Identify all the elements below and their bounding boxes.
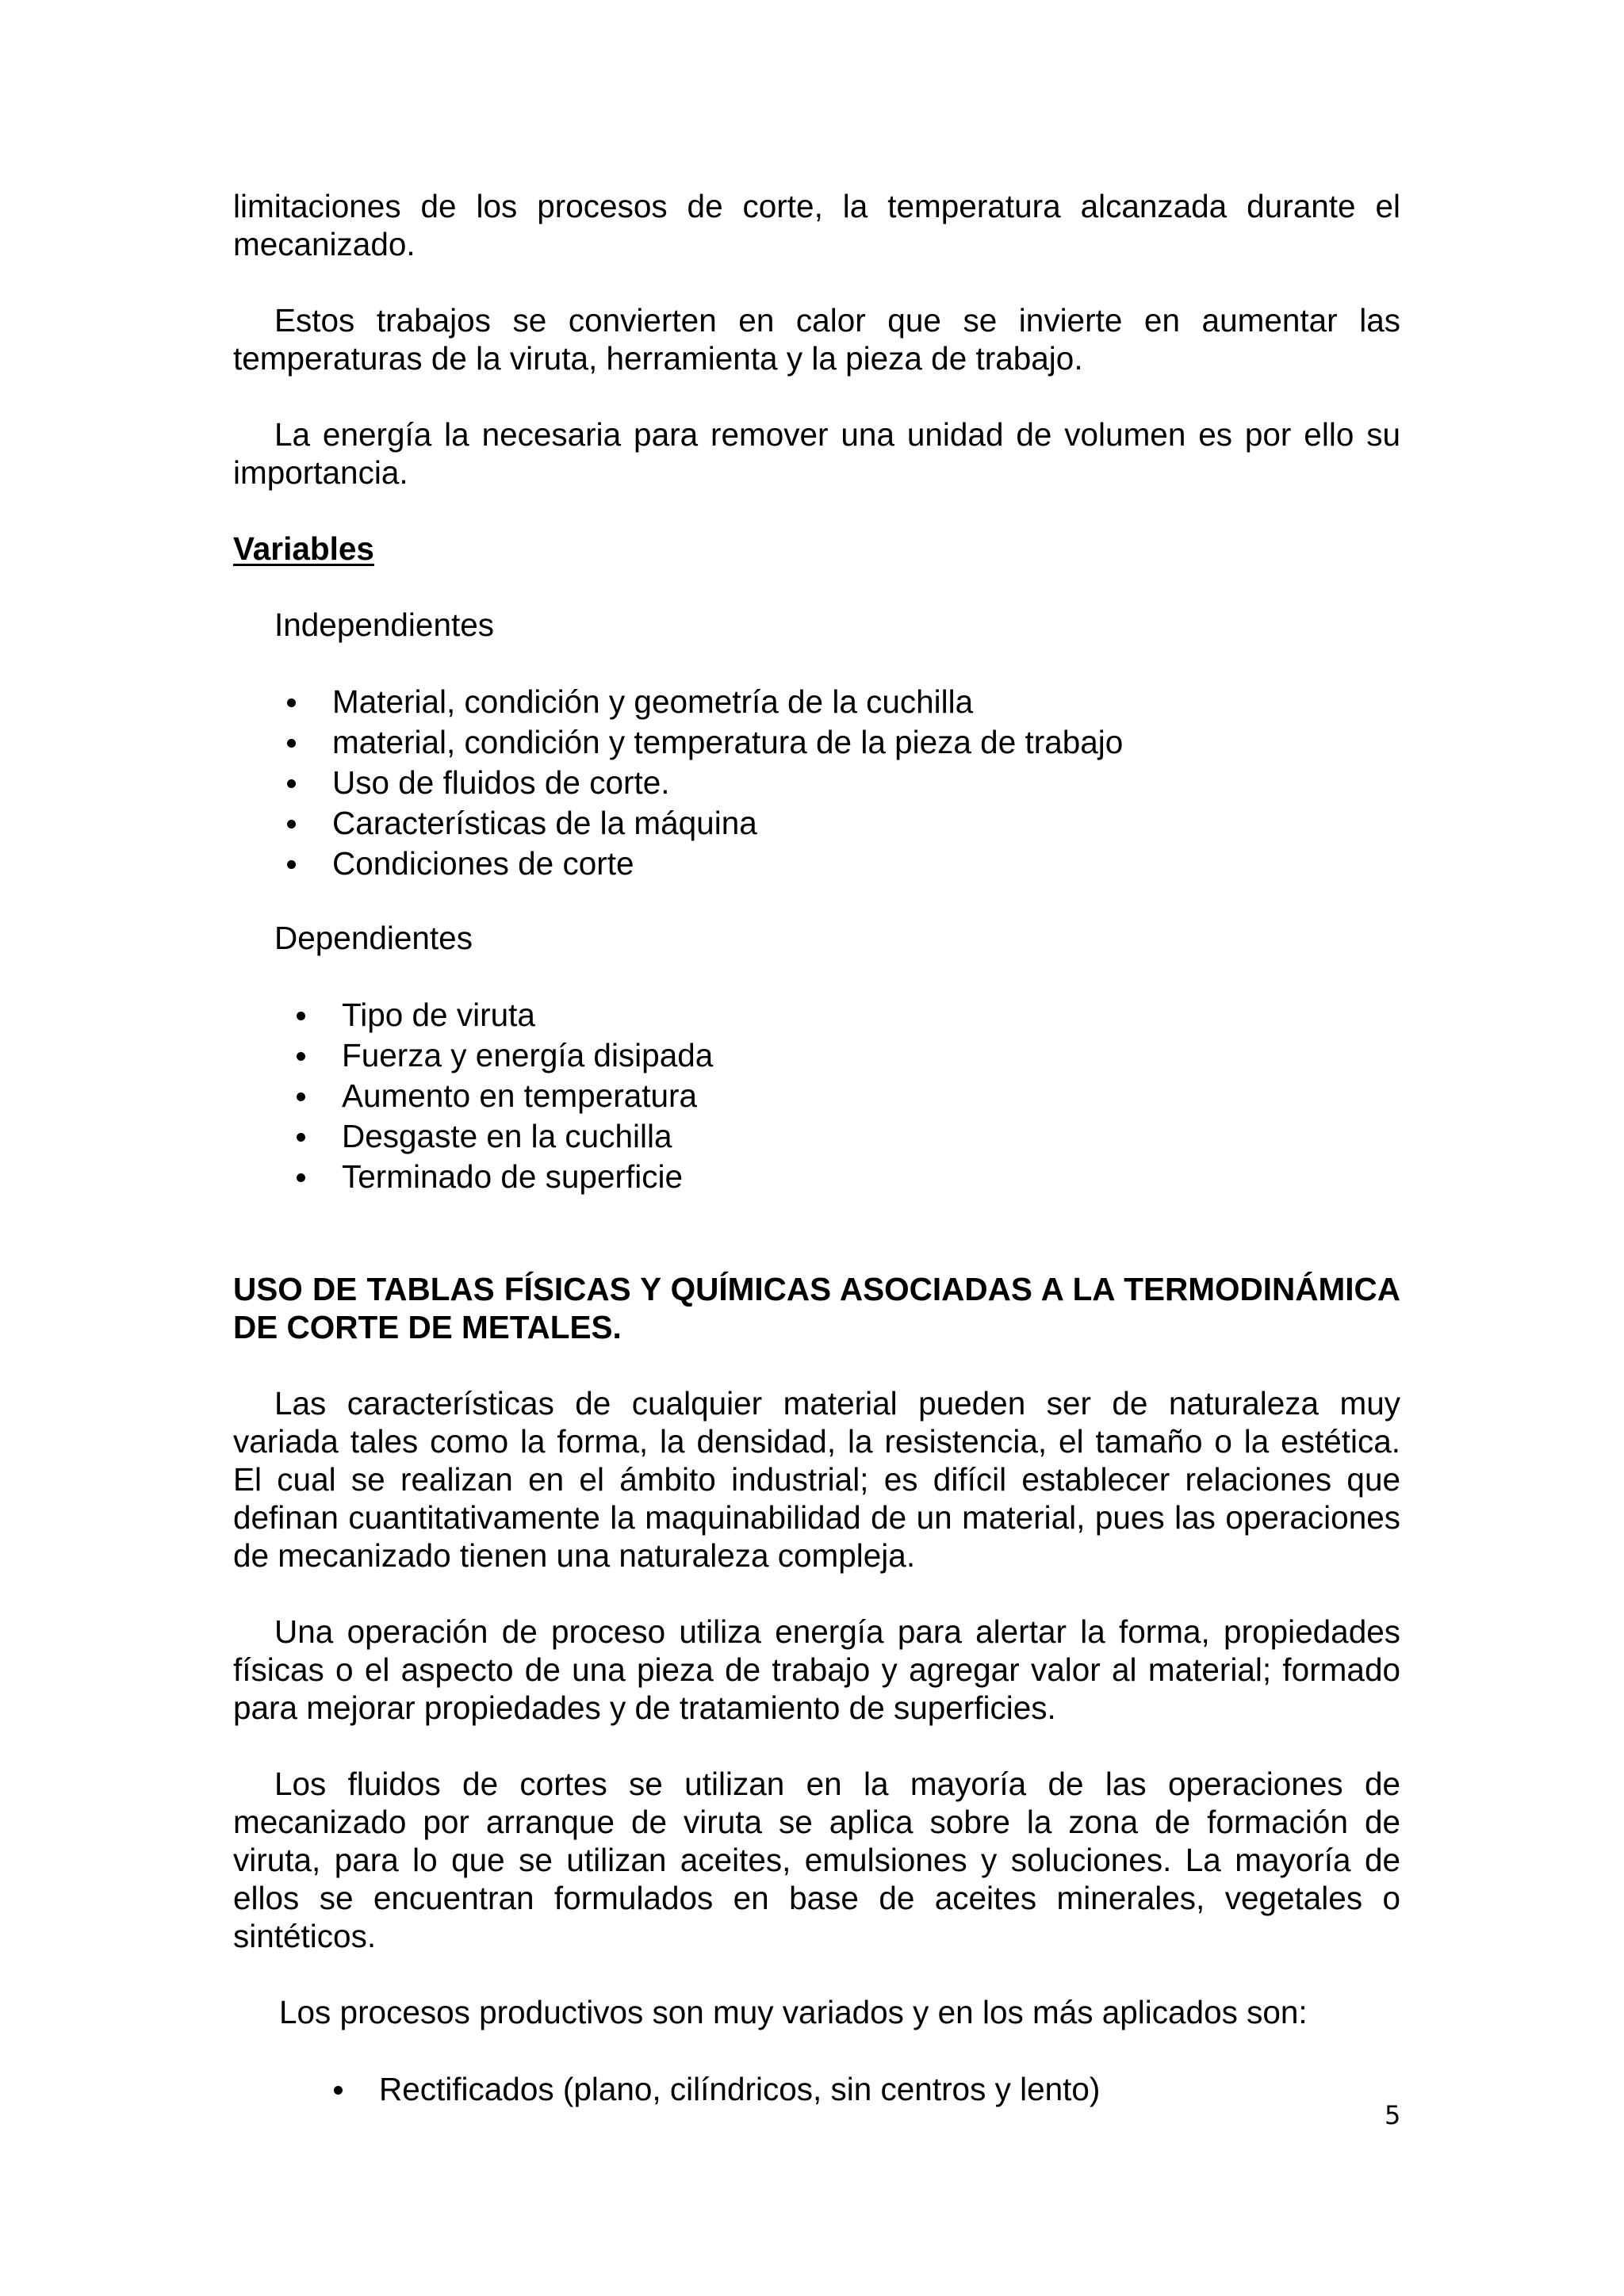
variables-heading-text: Variables xyxy=(233,530,374,567)
list-item: Desgaste en la cuchilla xyxy=(233,1116,1400,1157)
list-item: Material, condición y geometría de la cuchilla xyxy=(233,682,1400,722)
paragraph-procesos: Los procesos productivos son muy variados y en los más aplicados son: xyxy=(279,1994,1308,2030)
paragraph-caracteristicas: Las características de cualquier material pueden ser de naturaleza muy variada tales como la forma, la densidad, la resistencia, el tamaño o la estética. El cual se realizan en el ámbito industrial; es difícil establecer relaciones que definan cuantitativamente la maquinabilidad de un material, pues las operaciones de mecanizado tienen una naturaleza compleja. xyxy=(233,1385,1400,1574)
document-page xyxy=(233,187,1400,2110)
dependientes-label: Dependientes xyxy=(274,920,473,956)
list-item: Rectificados (plano, cilíndricos, sin centros y lento) xyxy=(233,2069,1400,2110)
procesos-list xyxy=(233,2069,1400,2110)
dependientes-list xyxy=(233,995,1400,1197)
list-item: Fuerza y energía disipada xyxy=(233,1035,1400,1076)
list-item: Condiciones de corte xyxy=(233,844,1400,884)
list-item: Terminado de superficie xyxy=(233,1157,1400,1197)
paragraph-limitaciones: limitaciones de los procesos de corte, la temperatura alcanzada durante el mecanizado. xyxy=(233,188,1400,262)
section-heading: USO DE TABLAS FÍSICAS Y QUÍMICAS ASOCIADAS A LA TERMODINÁMICA DE CORTE DE METALES. xyxy=(233,1271,1400,1345)
paragraph-fluidos: Los fluidos de cortes se utilizan en la mayoría de las operaciones de mecanizado por arranque de viruta se aplica sobre la zona de formación de viruta, para lo que se utilizan aceites, emulsiones y soluciones. La mayoría de ellos se encuentran formulados en base de aceites minerales, vegetales o sintéticos. xyxy=(233,1766,1400,1954)
paragraph-energia: La energía la necesaria para remover una unidad de volumen es por ello su importancia. xyxy=(233,416,1400,491)
paragraph-operacion: Una operación de proceso utiliza energía para alertar la forma, propiedades físicas o el aspecto de una pieza de trabajo y agregar valor al material; formado para mejorar propiedades y de tratamiento de superficies. xyxy=(233,1613,1400,1726)
variables-heading xyxy=(233,530,1400,568)
independientes-label: Independientes xyxy=(274,607,494,643)
paragraph-estos-trabajos: Estos trabajos se convierten en calor que se invierte en aumentar las temperaturas de la viruta, herramienta y la pieza de trabajo. xyxy=(233,302,1400,377)
list-item: Tipo de viruta xyxy=(233,995,1400,1035)
list-item: Aumento en temperatura xyxy=(233,1076,1400,1116)
page-number: 5 xyxy=(1385,2100,1401,2130)
list-item: Características de la máquina xyxy=(233,803,1400,844)
list-item: Uso de fluidos de corte. xyxy=(233,763,1400,803)
list-item: material, condición y temperatura de la pieza de trabajo xyxy=(233,722,1400,763)
independientes-list xyxy=(233,682,1400,884)
